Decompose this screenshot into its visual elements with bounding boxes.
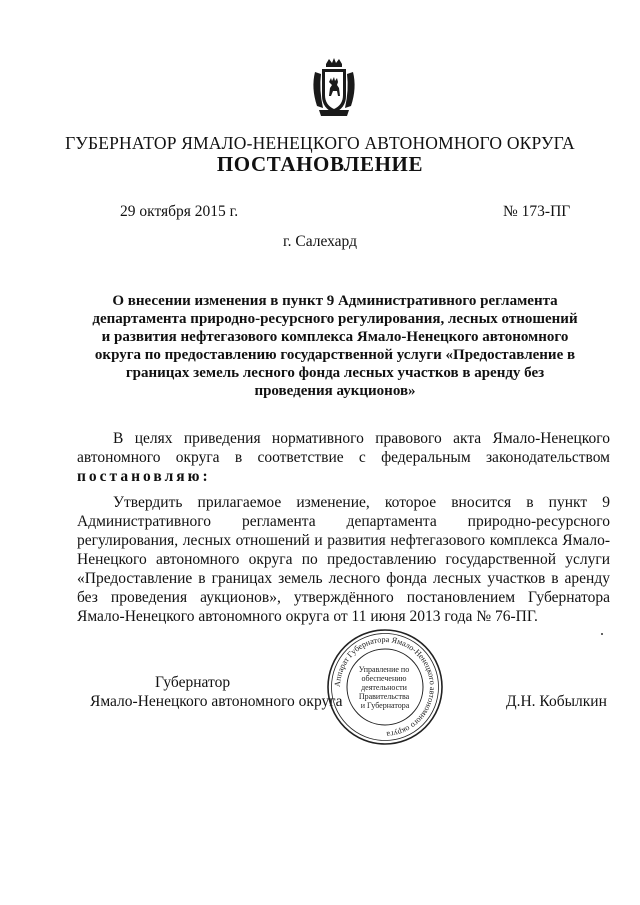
signatory-name: Д.Н. Кобылкин	[506, 693, 607, 710]
preamble-paragraph	[77, 429, 610, 486]
decree-word: постановляю:	[77, 468, 211, 485]
scan-speck	[601, 633, 603, 635]
stamp-ring-text: Аппарат Губернатора Ямало-Ненецкого автономного округа	[332, 634, 438, 740]
document-title: О внесении изменения в пункт 9 Административного регламента департамента природно-ресурсного регулирования, лесных отношений и развития нефтегазового комплекса Ямало-Ненецкого автономного округа по предоставлению государственной услуги «Предоставление в границах земель лесного фонда лесных участков в аренду без проведения аукционов»	[92, 293, 578, 399]
official-stamp	[326, 628, 444, 746]
document-city: г. Салехард	[283, 233, 357, 250]
coat-of-arms-emblem	[309, 58, 359, 118]
stamp-center-text: Управление по обеспечению деятельности Правительства и Губернатора	[358, 665, 410, 710]
document-date: 29 октября 2015 г.	[120, 203, 239, 220]
document-type: ПОСТАНОВЛЕНИЕ	[216, 152, 424, 176]
signatory-position-line2: Ямало-Ненецкого автономного округа	[90, 693, 343, 710]
stamp-graphic	[326, 628, 444, 746]
document-number: № 173-ПГ	[503, 203, 571, 220]
issuer-heading: ГУБЕРНАТОР ЯМАЛО-НЕНЕЦКОГО АВТОНОМНОГО ОКРУГА	[65, 133, 575, 153]
signatory-position-line1: Губернатор	[155, 674, 231, 691]
decree-paragraph: Утвердить прилагаемое изменение, которое вносится в пункт 9 Административного регламента департамента природно-ресурсного регулирования, лесных отношений и развития нефтегазового комплекса Ямало-Ненецкого автономного округа по предоставлению государственной услуги «Предоставление в границах земель лесного фонда лесных участков в аренду без проведения аукционов», утверждённого постановлением Губернатора Ямало-Ненецкого автономного округа от 11 июня 2013 года № 76-ПГ.	[77, 494, 610, 625]
preamble-text: В целях приведения нормативного правового акта Ямало-Ненецкого автономного округа в соответствие с федеральным законодательством	[77, 430, 610, 466]
